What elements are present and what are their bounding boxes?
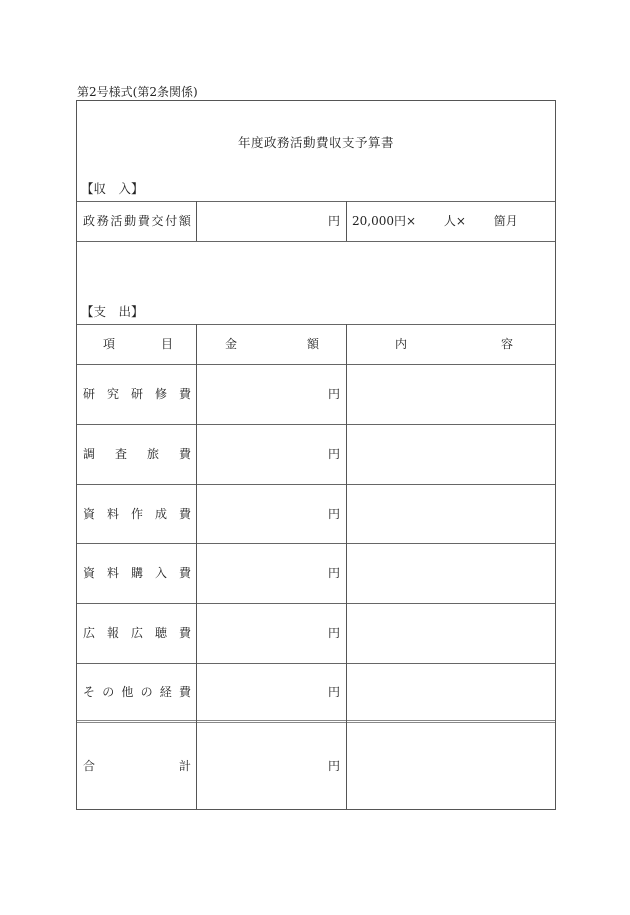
expense-amount-field[interactable] — [197, 425, 346, 484]
expense-amount-field[interactable] — [197, 485, 346, 543]
expense-amount-field[interactable] — [197, 664, 346, 720]
total-content-field[interactable] — [347, 724, 555, 810]
header-amount: 金 額 — [225, 337, 319, 351]
expense-content-field[interactable] — [347, 365, 555, 424]
expense-amount-field[interactable] — [197, 604, 346, 663]
total-divider — [77, 720, 555, 723]
yen-unit: 円 — [327, 626, 340, 640]
divider — [77, 241, 555, 242]
yen-unit: 円 — [327, 214, 340, 228]
income-formula[interactable]: 20,000円× 人× 箇月 — [352, 214, 518, 228]
yen-unit: 円 — [327, 447, 340, 461]
yen-unit: 円 — [327, 759, 340, 773]
income-amount-field[interactable] — [197, 202, 346, 241]
expense-content-field[interactable] — [347, 485, 555, 543]
total-amount-field[interactable] — [197, 724, 346, 810]
divider — [77, 324, 555, 325]
header-item: 項 目 — [103, 337, 173, 351]
expense-content-field[interactable] — [347, 544, 555, 603]
income-section-label: 【収 入】 — [81, 181, 144, 196]
expense-amount-field[interactable] — [197, 544, 346, 603]
yen-unit: 円 — [327, 566, 340, 580]
expense-item-label: そ の 他 の 経 費 — [83, 685, 191, 699]
expense-item-label: 資 料 購 入 費 — [83, 566, 191, 580]
budget-form-table — [76, 100, 556, 810]
income-label: 政 務 活 動 費 交 付 額 — [83, 214, 191, 228]
expense-item-label: 調 査 旅 費 — [83, 447, 191, 461]
yen-unit: 円 — [327, 387, 340, 401]
document-title: 年度政務活動費収支予算書 — [237, 135, 394, 150]
expense-amount-field[interactable] — [197, 365, 346, 424]
expense-section-label: 【支 出】 — [81, 304, 144, 319]
expense-item-label: 研 究 研 修 費 — [83, 387, 191, 401]
expense-item-label: 広 報 広 聴 費 — [83, 626, 191, 640]
column-divider — [346, 201, 347, 241]
expense-content-field[interactable] — [347, 604, 555, 663]
expense-item-label: 資 料 作 成 費 — [83, 507, 191, 521]
header-content: 内 容 — [395, 337, 513, 351]
yen-unit: 円 — [327, 685, 340, 699]
yen-unit: 円 — [327, 507, 340, 521]
expense-content-field[interactable] — [347, 425, 555, 484]
expense-content-field[interactable] — [347, 664, 555, 720]
form-number-label: 第2号様式(第2条関係) — [77, 85, 198, 99]
total-label: 合 計 — [83, 759, 191, 773]
